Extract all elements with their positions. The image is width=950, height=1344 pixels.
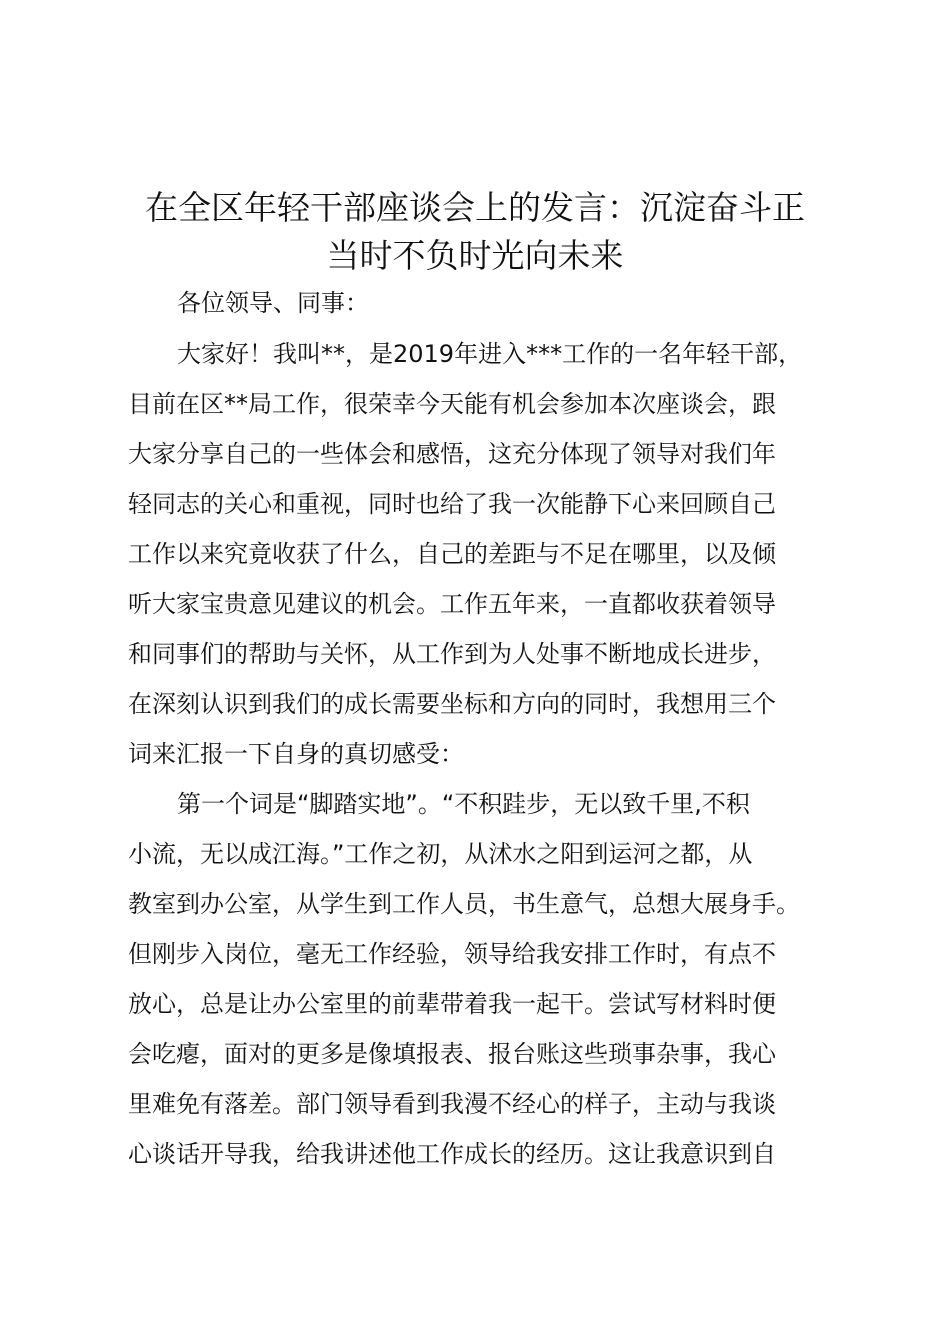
document-title-line-2: 当时不负时光向未来 [326,236,624,275]
body-line: 教室到办公室，从学生到工作人员，书生意气，总想大展身手。 [128,890,800,918]
body-line: 第一个词是“脚踏实地”。“不积跬步，无以致千里,不积 [177,790,750,818]
body-line: 心谈话开导我，给我讲述他工作成长的经历。这让我意识到自 [128,1140,776,1168]
body-line: 但刚步入岗位，毫无工作经验，领导给我安排工作时，有点不 [128,940,776,968]
body-line: 听大家宝贵意见建议的机会。工作五年来，一直都收获着领导 [128,590,776,618]
body-line: 大家分享自己的一些体会和感悟，这充分体现了领导对我们年 [128,440,776,468]
body-line: 词来汇报一下自身的真切感受： [128,740,464,768]
body-line: 轻同志的关心和重视，同时也给了我一次能静下心来回顾自己 [128,490,776,518]
body-line: 在深刻认识到我们的成长需要坐标和方向的同时，我想用三个 [128,690,776,718]
document-title-line-1: 在全区年轻干部座谈会上的发言：沉淀奋斗正 [145,188,805,227]
body-line: 里难免有落差。部门领导看到我漫不经心的样子，主动与我谈 [128,1090,776,1118]
body-line: 和同事们的帮助与关怀，从工作到为人处事不断地成长进步， [128,640,776,668]
body-line: 小流，无以成江海。”工作之初，从沭水之阳到运河之都，从 [128,840,753,868]
body-line: 会吃瘪，面对的更多是像填报表、报台账这些琐事杂事，我心 [128,1040,776,1068]
body-line: 放心，总是让办公室里的前辈带着我一起干。尝试写材料时便 [128,990,776,1018]
body-line: 工作以来究竟收获了什么，自己的差距与不足在哪里，以及倾 [128,540,776,568]
salutation: 各位领导、同事： [177,289,369,317]
body-line: 目前在区**局工作，很荣幸今天能有机会参加本次座谈会，跟 [128,390,776,418]
body-line: 大家好！我叫**，是2019年进入***工作的一名年轻干部， [177,340,803,368]
